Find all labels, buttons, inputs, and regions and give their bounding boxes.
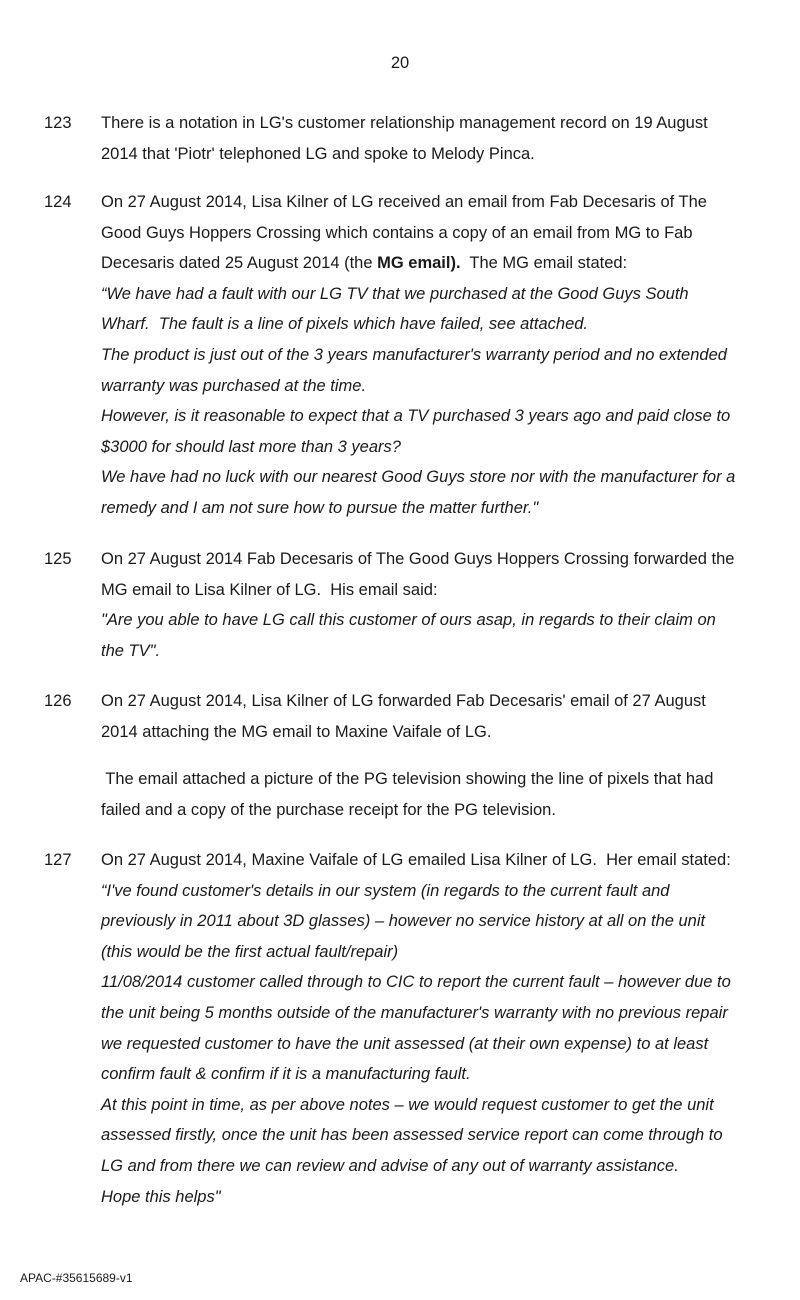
paragraph-line: There is a notation in LG's customer relationship management record on 19 August (101, 114, 708, 132)
paragraph-number: 125 (44, 550, 72, 568)
text-run: Decesaris dated 25 August 2014 (the (101, 254, 378, 273)
quote-line: "Are you able to have LG call this customer of ours asap, in regards to their claim on (101, 611, 716, 630)
quote-line: LG and from there we can review and advise of any out of warranty assistance. (101, 1156, 679, 1175)
quote-line: previously in 2011 about 3D glasses) – however no service history at all on the unit (101, 912, 706, 931)
paragraph-line: The email attached a picture of the PG television showing the line of pixels that had (101, 770, 714, 788)
quote-line: However, is it reasonable to expect that a TV purchased 3 years ago and paid close to (101, 407, 731, 426)
paragraph-127 (0, 845, 800, 1212)
paragraph-124 (0, 187, 800, 524)
paragraph-number: 124 (44, 193, 72, 211)
quote-line: We have had no luck with our nearest Good Guys store nor with the manufacturer for a (101, 468, 736, 487)
paragraph-line: Good Guys Hoppers Crossing which contains a copy of an email from MG to Fab (101, 223, 693, 242)
quote-line: 11/08/2014 customer called through to CIC to report the current fault – however due to (101, 973, 731, 992)
paragraph-125 (0, 544, 800, 666)
paragraph-line (101, 248, 781, 279)
quote-line: “We have had a fault with our LG TV that we purchased at the Good Guys South (101, 284, 689, 303)
paragraph-number: 127 (44, 851, 72, 869)
document-reference-footer: APAC-#35615689-v1 (20, 1271, 133, 1285)
quote-line: the unit being 5 months outside of the manufacturer's warranty with no previous repair (101, 1003, 728, 1022)
paragraph-line: 2014 that 'Piotr' telephoned LG and spoke to Melody Pinca. (101, 144, 535, 163)
quote-line: $3000 for should last more than 3 years? (101, 437, 401, 456)
paragraph-line: On 27 August 2014 Fab Decesaris of The Good Guys Hoppers Crossing forwarded the (101, 550, 735, 568)
defined-term: MG email). (377, 254, 461, 273)
quote-line: the TV". (101, 641, 161, 660)
paragraph-line: On 27 August 2014, Lisa Kilner of LG forwarded Fab Decesaris' email of 27 August (101, 692, 706, 710)
quote-line: we requested customer to have the unit assessed (at their own expense) to at least (101, 1034, 709, 1053)
quote-line: Hope this helps" (101, 1187, 221, 1206)
quote-line: At this point in time, as per above notes – we would request customer to get the unit (101, 1095, 714, 1114)
quote-line: confirm fault & confirm if it is a manufacturing fault. (101, 1065, 471, 1084)
quote-line: Wharf. The fault is a line of pixels which have failed, see attached. (101, 315, 589, 334)
quote-line: warranty was purchased at the time. (101, 376, 367, 395)
quote-line: remedy and I am not sure how to pursue the matter further." (101, 498, 539, 517)
paragraph-line: On 27 August 2014, Lisa Kilner of LG received an email from Fab Decesaris of The (101, 193, 707, 211)
paragraph-123 (0, 108, 800, 169)
paragraph-number: 123 (44, 114, 72, 132)
paragraph-line: On 27 August 2014, Maxine Vaifale of LG emailed Lisa Kilner of LG. Her email stated: (101, 851, 731, 869)
text-run: The MG email stated: (460, 254, 628, 273)
paragraph-126-continued (0, 764, 800, 825)
quote-line: The product is just out of the 3 years manufacturer's warranty period and no extended (101, 345, 727, 364)
paragraph-line: 2014 attaching the MG email to Maxine Vaifale of LG. (101, 722, 492, 741)
quote-line: “I've found customer's details in our system (in regards to the current fault and (101, 881, 670, 900)
quote-line: assessed firstly, once the unit has been assessed service report can come through to (101, 1126, 723, 1145)
page-number: 20 (390, 54, 410, 72)
quote-line: (this would be the first actual fault/repair) (101, 942, 399, 961)
paragraph-number: 126 (44, 692, 72, 710)
paragraph-126 (0, 686, 800, 747)
paragraph-line: MG email to Lisa Kilner of LG. His email said: (101, 580, 438, 599)
paragraph-line: failed and a copy of the purchase receipt for the PG television. (101, 800, 556, 819)
